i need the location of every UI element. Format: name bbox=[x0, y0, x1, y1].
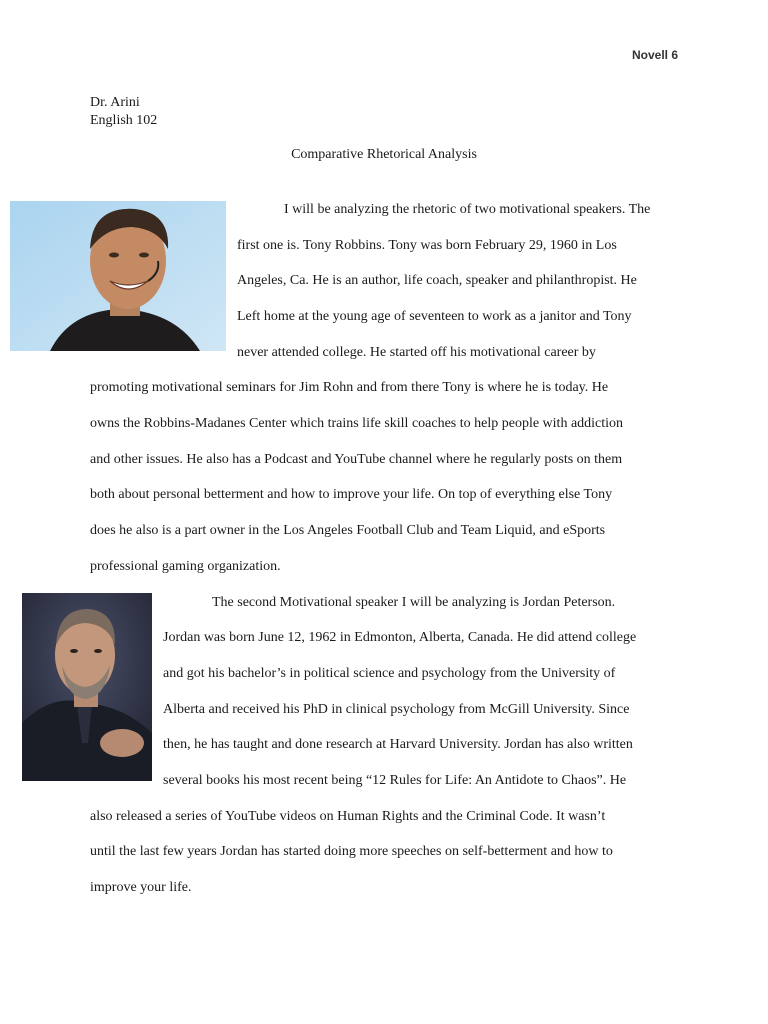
paragraph1-line: professional gaming organization. bbox=[90, 559, 281, 574]
paragraph1-line: never attended college. He started off his motivational career by bbox=[237, 345, 596, 360]
page-header-label: Novell 6 bbox=[631, 48, 678, 62]
photo-jordan-peterson bbox=[22, 593, 152, 781]
paragraph2-line: until the last few years Jordan has started doing more speeches on self-betterment and how to bbox=[90, 844, 613, 859]
paragraph1-line: does he also is a part owner in the Los Angeles Football Club and Team Liquid, and eSports bbox=[90, 523, 606, 538]
paragraph2-line: also released a series of YouTube videos on Human Rights and the Criminal Code. It wasn’t bbox=[90, 809, 606, 824]
paragraph2-line: then, he has taught and done research at Harvard University. Jordan has also written bbox=[163, 737, 633, 752]
paragraph1-line: Left home at the young age of seventeen to work as a janitor and Tony bbox=[237, 309, 632, 324]
paragraph2-line: improve your life. bbox=[90, 880, 192, 895]
paragraph2-line: Alberta and received his PhD in clinical psychology from McGill University. Since bbox=[163, 702, 630, 717]
paragraph1-line: owns the Robbins-Madanes Center which trains life skill coaches to help people with addiction bbox=[90, 416, 624, 431]
paragraph2-line: Jordan was born June 12, 1962 in Edmonton, Alberta, Canada. He did attend college bbox=[163, 630, 637, 645]
paragraph2-line: The second Motivational speaker I will be analyzing is Jordan Peterson. bbox=[212, 595, 616, 610]
paragraph1-line: and other issues. He also has a Podcast and YouTube channel where he regularly posts on them bbox=[90, 452, 623, 467]
instructor-name: Dr. Arini bbox=[90, 95, 140, 110]
paragraph1-line: I will be analyzing the rhetoric of two motivational speakers. The bbox=[284, 202, 651, 217]
paragraph1-line: first one is. Tony Robbins. Tony was born February 29, 1960 in Los bbox=[237, 238, 617, 253]
course-name: English 102 bbox=[90, 113, 158, 128]
photo-tony-robbins bbox=[10, 201, 226, 351]
document-title: Comparative Rhetorical Analysis bbox=[291, 147, 477, 162]
paragraph2-line: and got his bachelor’s in political science and psychology from the University of bbox=[163, 666, 616, 681]
paragraph1-line: Angeles, Ca. He is an author, life coach, speaker and philanthropist. He bbox=[237, 273, 637, 288]
paragraph1-line: both about personal betterment and how to improve your life. On top of everything else Tony bbox=[90, 487, 613, 502]
paragraph1-line: promoting motivational seminars for Jim Rohn and from there Tony is where he is today. He bbox=[90, 380, 609, 395]
paragraph2-line: several books his most recent being “12 Rules for Life: An Antidote to Chaos”. He bbox=[163, 773, 627, 788]
